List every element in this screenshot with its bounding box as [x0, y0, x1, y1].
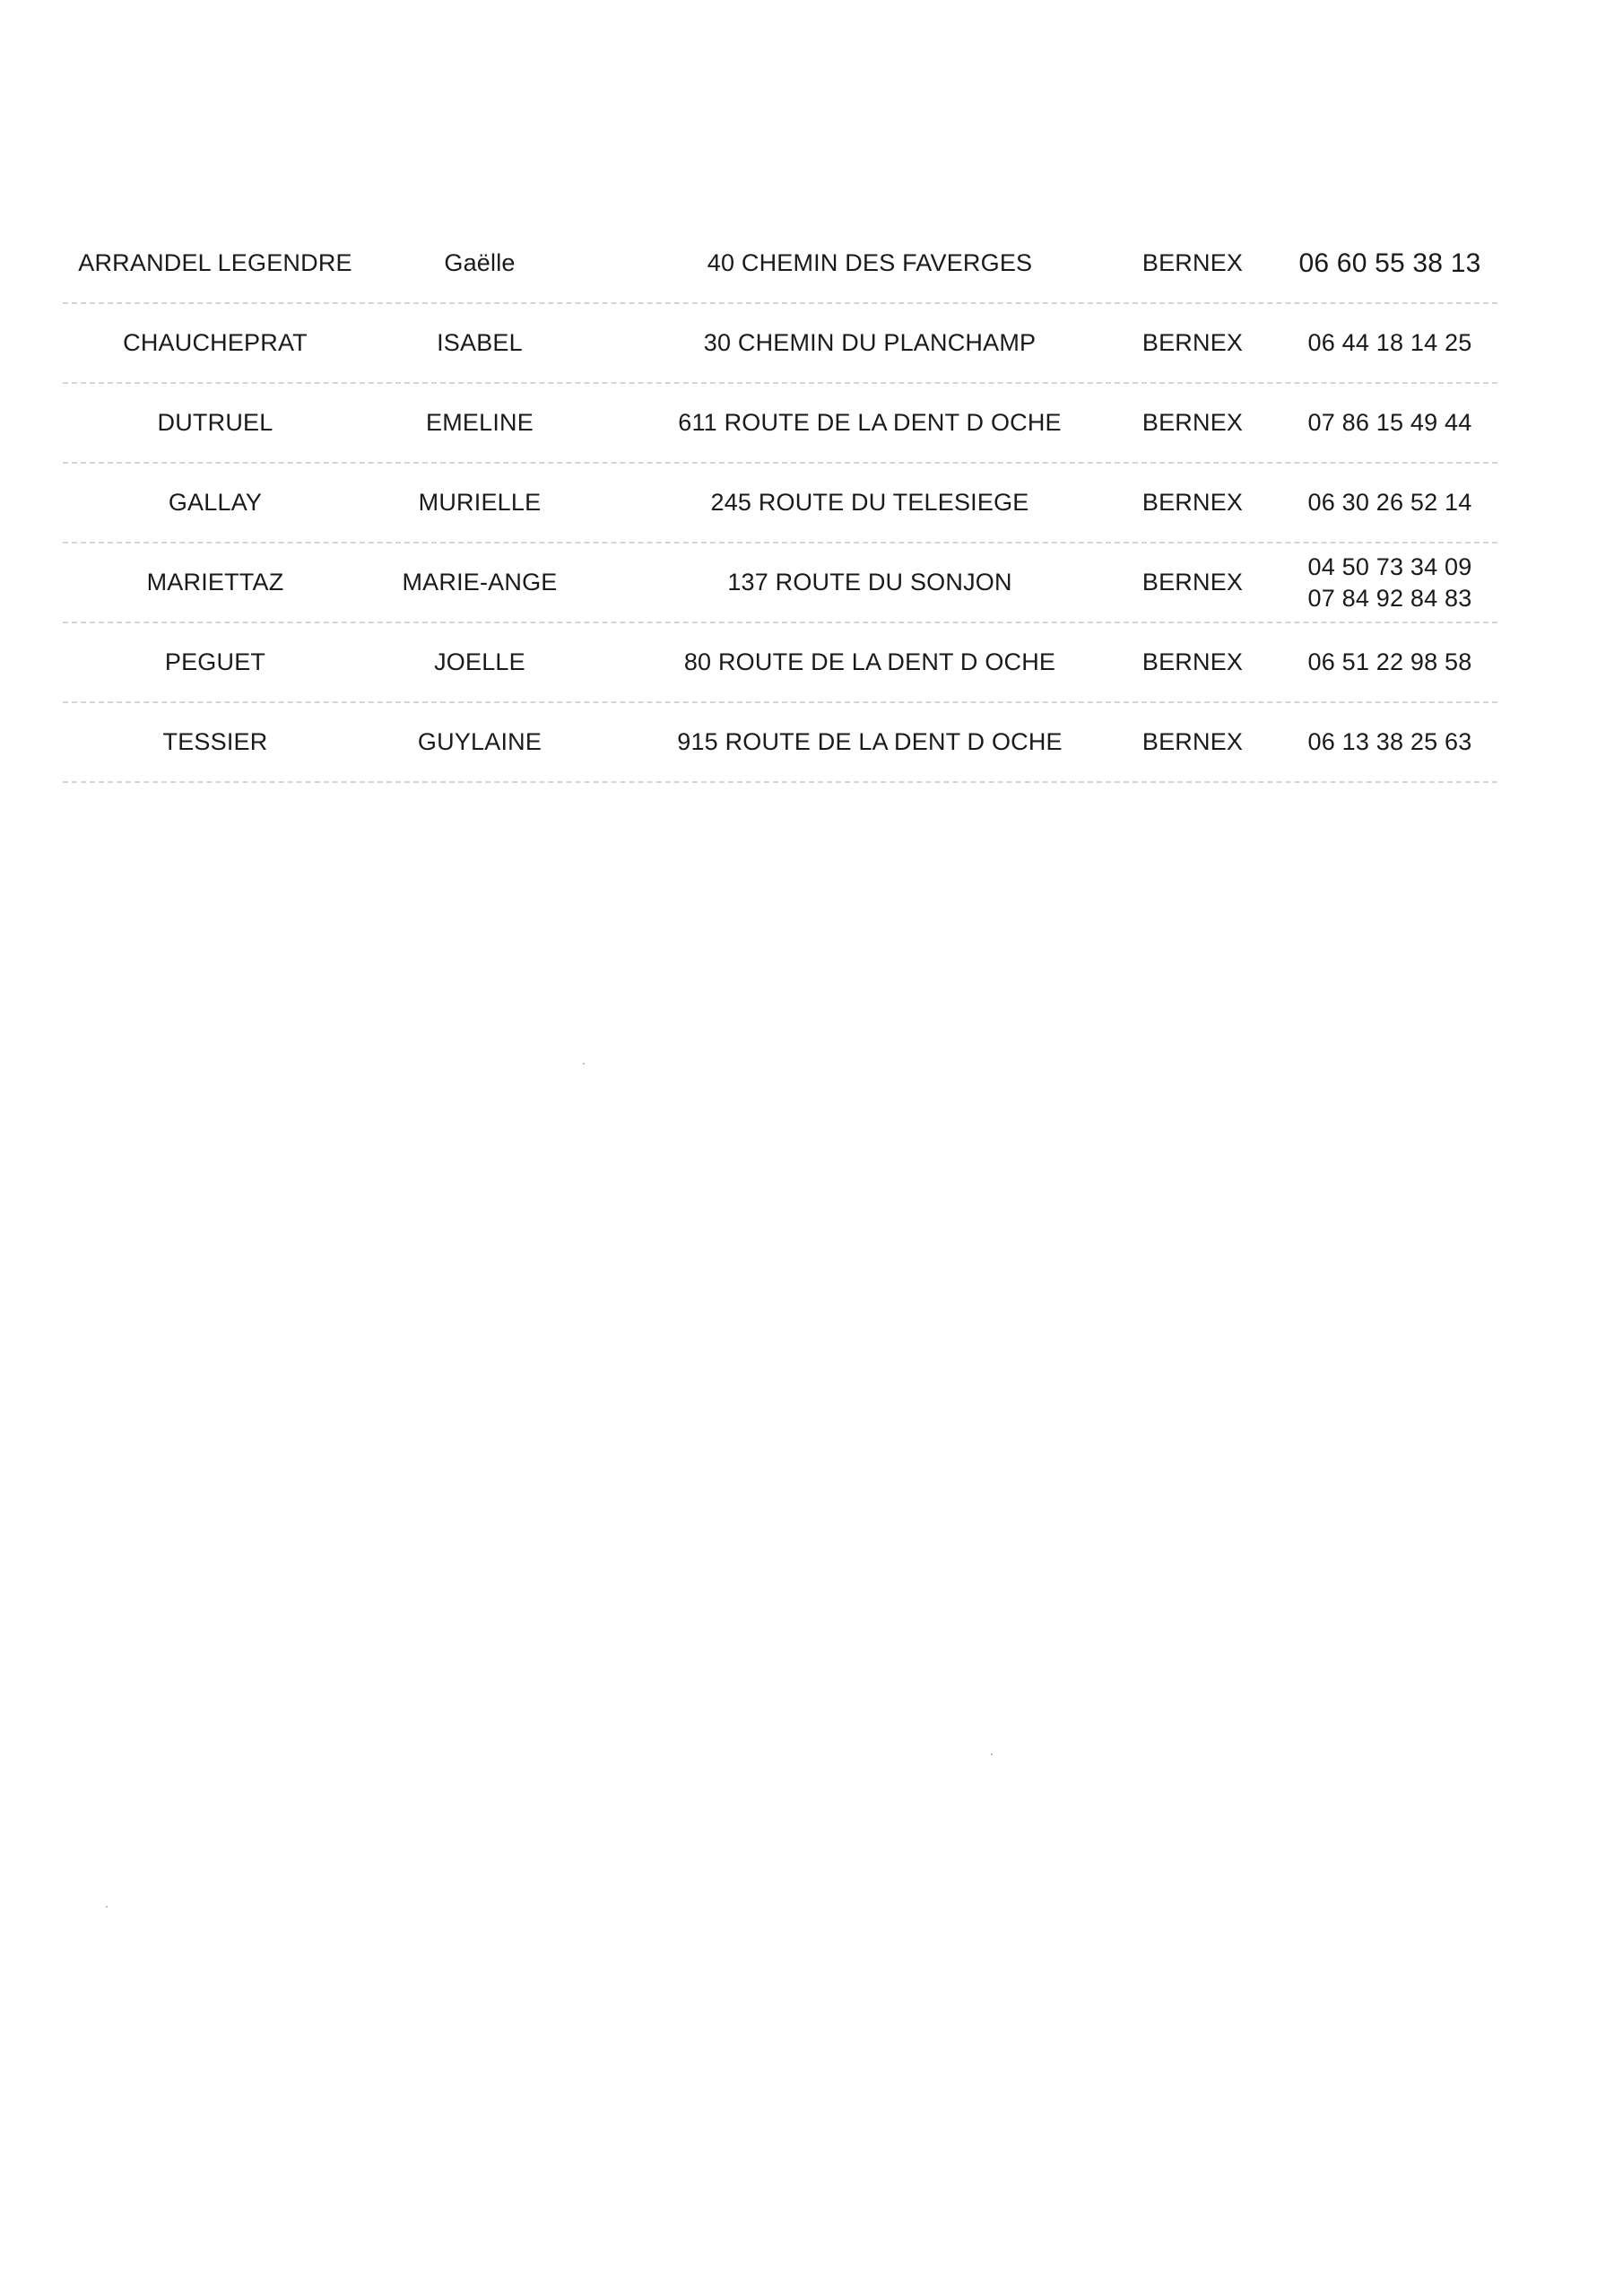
list-row	[63, 304, 1497, 384]
last-name: GALLAY	[168, 489, 263, 516]
contact-list	[63, 224, 1497, 783]
phone-number: 06 30 26 52 14	[1307, 489, 1472, 516]
city: BERNEX	[1141, 329, 1244, 356]
phone-cell	[1282, 544, 1497, 622]
list-row	[63, 464, 1497, 544]
city: BERNEX	[1141, 728, 1244, 755]
phone-number: 07 84 92 84 83	[1307, 584, 1472, 612]
first-name: ISABEL	[437, 329, 523, 356]
last-name: PEGUET	[164, 648, 266, 675]
phone-cell	[1282, 224, 1497, 302]
city: BERNEX	[1141, 489, 1244, 516]
list-row	[63, 544, 1497, 623]
scan-speck	[991, 1753, 993, 1755]
phone-cell	[1282, 703, 1497, 781]
first-name: MURIELLE	[418, 489, 542, 516]
phone-number: 06 13 38 25 63	[1307, 728, 1472, 755]
first-name: JOELLE	[434, 648, 525, 675]
first-name: Gaëlle	[444, 249, 516, 276]
city: BERNEX	[1141, 249, 1244, 276]
scan-speck	[583, 1063, 585, 1065]
phone-cell	[1282, 464, 1497, 542]
phone-number: 06 51 22 98 58	[1307, 648, 1472, 675]
last-name: MARIETTAZ	[146, 569, 284, 596]
last-name: CHAUCHEPRAT	[123, 329, 308, 356]
list-row	[63, 224, 1497, 304]
last-name: TESSIER	[162, 728, 268, 755]
first-name: EMELINE	[426, 409, 534, 436]
address: 137 ROUTE DU SONJON	[727, 569, 1012, 596]
phone-cell	[1282, 623, 1497, 701]
last-name: ARRANDEL LEGENDRE	[78, 249, 352, 276]
list-row	[63, 384, 1497, 464]
last-name: DUTRUEL	[157, 409, 273, 436]
address: 80 ROUTE DE LA DENT D OCHE	[683, 648, 1056, 675]
city: BERNEX	[1141, 409, 1244, 436]
scan-speck	[106, 1906, 108, 1908]
phone-number: 04 50 73 34 09	[1307, 552, 1472, 580]
city: BERNEX	[1141, 648, 1244, 675]
address: 611 ROUTE DE LA DENT D OCHE	[678, 409, 1062, 436]
address: 30 CHEMIN DU PLANCHAMP	[703, 329, 1037, 356]
address: 40 CHEMIN DES FAVERGES	[707, 249, 1033, 276]
phone-cell	[1282, 304, 1497, 382]
first-name: MARIE-ANGE	[402, 569, 558, 596]
phone-cell	[1282, 384, 1497, 462]
address: 245 ROUTE DU TELESIEGE	[710, 489, 1029, 516]
list-row	[63, 703, 1497, 783]
phone-number: 07 86 15 49 44	[1307, 409, 1472, 436]
list-row	[63, 623, 1497, 703]
phone-number: 06 44 18 14 25	[1307, 329, 1472, 356]
phone-number: 06 60 55 38 13	[1298, 248, 1481, 278]
first-name: GUYLAINE	[417, 728, 542, 755]
city: BERNEX	[1141, 569, 1244, 596]
address: 915 ROUTE DE LA DENT D OCHE	[677, 728, 1063, 755]
